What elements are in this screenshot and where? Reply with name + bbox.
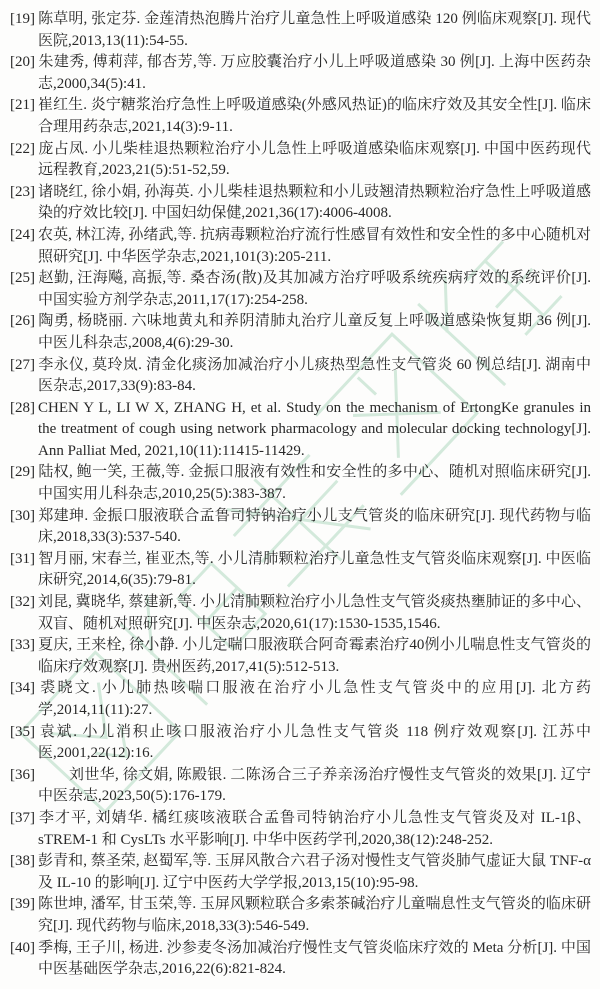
reference-number: [21] [10,97,35,114]
reference-text: 朱建秀, 傅莉萍, 郁杏芳,等. 万应胶囊治疗小儿上呼吸道感染 30 例[J]. 上海中医药杂志,2000,34(5):41. [38,54,591,92]
reference-number: [30] [10,507,35,524]
reference-text: 夏庆, 王来栓, 徐小静. 小儿定喘口服液联合阿奇霉素治疗40例小儿喘息性支气管炎的临床疗效观察[J]. 贵州医药,2017,41(5):512-513. [38,637,591,675]
reference-item [10,938,591,981]
reference-item [10,894,591,937]
reference-text: 刘世华, 徐文娟, 陈殿银. 二陈汤合三子养亲汤治疗慢性支气管炎的效果[J]. 辽宁中医杂志,2023,50(5):176-179. [38,766,591,805]
reference-number: [33] [10,637,35,654]
reference-item [10,462,591,505]
reference-item [10,678,591,721]
reference-item [10,765,591,808]
reference-text: 袁斌. 小儿消积止咳口服液治疗小儿急性支气管炎 118 例疗效观察[J]. 江苏中医,2001,22(12):16. [38,723,591,762]
reference-number: [22] [10,140,35,157]
reference-number: [29] [10,464,35,481]
reference-number: [37] [10,809,35,826]
reference-text: 彭青和, 蔡圣荣, 赵蜀军,等. 玉屏风散合六君子汤对慢性支气管炎肺气虚证大鼠 TNF-α 及 IL-10 的影响[J]. 辽宁中医药大学学报,2013,15(10):95-98. [38,853,591,891]
reference-item [10,355,591,398]
reference-text: 赵勤, 汪海飚, 高振,等. 桑杏汤(散)及其加减方治疗呼吸系统疾病疗效的系统评价[J]. 中国实验方剂学杂志,2011,17(17):254-258. [38,270,591,308]
reference-text: 陶勇, 杨晓丽. 六味地黄丸和养阴清肺丸治疗儿童反复上呼吸道感染恢复期 36 例[J]. 中医儿科杂志,2008,4(6):29-30. [38,313,591,351]
reference-item [10,549,591,592]
reference-item [10,311,591,354]
reference-number: [32] [10,594,35,611]
reference-number: [40] [10,939,35,956]
reference-text: 李才平, 刘婧华. 橘红痰咳液联合孟鲁司特钠治疗小儿急性支气管炎及对 IL-1β、sTREM-1 和 CysLTs 水平影响[J]. 中华中医药学刊,2020,38(12):248-252. [38,809,591,848]
reference-item [10,635,591,678]
reference-item [10,851,591,894]
reference-text: 陈世坤, 潘军, 甘玉荣,等. 玉屏风颗粒联合多索茶碱治疗儿童喘息性支气管炎的临床研究[J]. 现代药物与临床,2018,33(3):546-549. [38,896,591,934]
reference-text: 崔红生. 炎宁糖浆治疗急性上呼吸道感染(外感风热证)的临床疗效及其安全性[J]. 临床合理用药杂志,2021,14(3):9-11. [38,97,591,135]
reference-item [10,722,591,765]
reference-number: [35] [10,723,35,740]
reference-text: 陆权, 鲍一笑, 王薇,等. 金振口服液有效性和安全性的多中心、随机对照临床研究[J]. 中国实用儿科杂志,2010,25(5):383-387. [38,464,591,503]
reference-number: [27] [10,356,35,373]
reference-number: [39] [10,896,35,913]
reference-number: [26] [10,313,35,330]
reference-text: 郑建珅. 金振口服液联合孟鲁司特钠治疗小儿支气管炎的临床研究[J]. 现代药物与临床,2018,33(3):537-540. [38,507,591,546]
reference-item [10,398,591,463]
reference-item [10,52,591,95]
reference-number: [19] [10,11,35,27]
reference-number: [28] [10,399,35,416]
reference-number: [20] [10,54,35,71]
reference-text: 裘晓文. 小儿肺热咳喘口服液在治疗小儿急性支气管炎中的应用[J]. 北方药学,2014,11(11):27. [38,680,591,718]
reference-item [10,506,591,549]
reference-item [10,9,591,52]
reference-number: [36] [10,766,35,783]
reference-number: [25] [10,270,35,287]
reference-text: CHEN Y L, LI W X, ZHANG H, et al. Study on the mechanism of ErtongKe granules in the treatment of cough using network pharmacology and molecular docking technology[J]. Ann Palliat Med, 2021,10(11):11415-11429. [38,399,591,459]
reference-item [10,182,591,225]
reference-item [10,225,591,268]
reference-text: 诸晓红, 徐小娟, 孙海英. 小儿柴桂退热颗粒和小儿豉翘清热颗粒治疗急性上呼吸道感染的疗效比较[J]. 中国妇幼保健,2021,36(17):4006-4008. [38,183,591,222]
reference-text: 季梅, 王子川, 杨进. 沙参麦冬汤加减治疗慢性支气管炎临床疗效的 Meta 分析[J]. 中国中医基础医学杂志,2016,22(6):821-824. [38,939,591,978]
reference-text: 刘昆, 冀晓华, 蔡建新,等. 小儿清肺颗粒治疗小儿急性支气管炎痰热壅肺证的多中心、双盲、随机对照研究[J]. 中医杂志,2020,61(17):1530-1535,1546. [38,594,591,632]
reference-item [10,139,591,182]
reference-item [10,95,591,138]
reference-text: 庞占凤. 小儿柴桂退热颗粒治疗小儿急性上呼吸道感染临床观察[J]. 中国中医药现代远程教育,2023,21(5):51-52,59. [38,140,591,179]
reference-number: [34] [10,680,35,697]
reference-text: 李永仪, 莫玲岚. 清金化痰汤加减治疗小儿痰热型急性支气管炎 60 例总结[J]. 湖南中医杂志,2017,33(9):83-84. [38,356,591,395]
reference-item [10,808,591,851]
reference-text: 智月丽, 宋春兰, 崔亚杰,等. 小儿清肺颗粒治疗儿童急性支气管炎临床观察[J]. 中医临床研究,2014,6(35):79-81. [38,550,591,589]
reference-number: [23] [10,183,35,200]
reference-text: 农英, 林江涛, 孙绪武,等. 抗病毒颗粒治疗流行性感冒有效性和安全性的多中心随机对照研究[J]. 中华医学杂志,2021,101(3):205-211. [38,226,591,265]
reference-number: [38] [10,853,35,870]
reference-text: 陈草明, 张定芬. 金莲清热泡腾片治疗儿童急性上呼吸道感染 120 例临床观察[J]. 现代医院,2013,13(11):54-55. [38,11,591,49]
reference-number: [31] [10,550,35,567]
reference-item [10,592,591,635]
reference-number: [24] [10,226,35,243]
reference-item [10,268,591,311]
